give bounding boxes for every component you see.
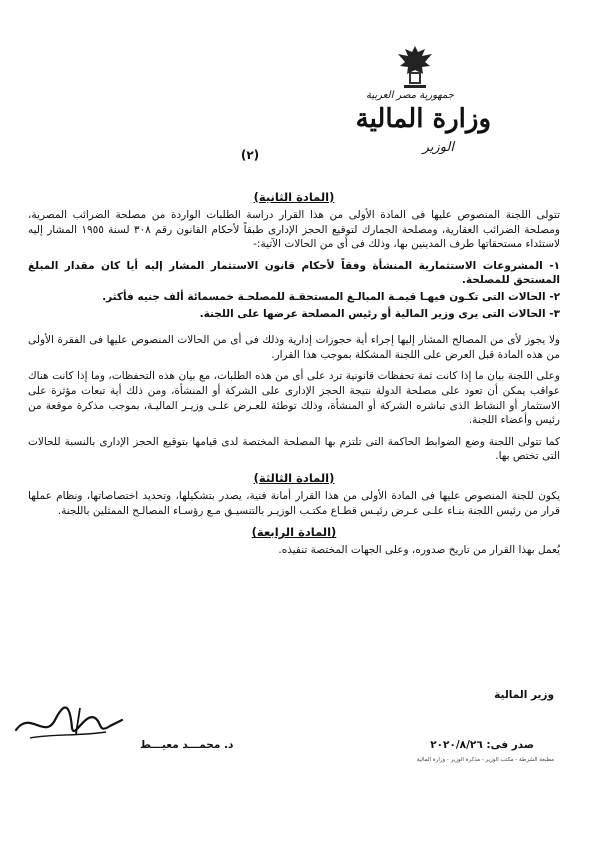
article-2-heading: (المادة الثانية) [253,190,335,204]
minister-label: الوزير [422,140,454,155]
ministry-name: وزارة المالية [355,104,491,134]
article-2-paragraph-2: وعلى اللجنة بيان ما إذا كانت ثمة تحفظات قانونية ترد على أى من هذه الطلبات، مع بيان هذه التحفظات، وما إذا كانت هناك عواقب يمكن أن تعود على مصلحة الدولة نتيجة الحجز الإدارى على الشركة أو المنشأة، ومن ذلك أية تبعات مؤثرة على الاستثمار أو النشاط الذى تباشره الشركة أو المنشأة، وذلك توطئة للعـرض علـى وزيـر الماليـة، بموجب مذكرة موقعة من رئيس وأعضاء اللجنة. [28,370,560,427]
article-2-item-1: ١- المشروعات الاستثمارية المنشأة وفقاً لأحكام قانون الاستثمار المشار إليه أيا كان مقدار المبلغ المستحق للمصلحة. [28,259,560,287]
article-2-paragraph-1: ولا يجوز لأى من المصالح المشار إليها إجراء أية حجوزات إدارية وذلك فى أى من الحالات المنصوص عليها فى الفقرة الأولى من هذه المادة قبل العرض على اللجنة المشكلة بموجب هذا القرار. [28,334,560,361]
printer-imprint: مطبعة الشرطة - مكتب الوزير - مذكرة الوزير - وزارة المالية [416,757,554,763]
page-number: (٢) [240,148,260,162]
article-4-heading: (المادة الرابعة) [251,525,337,540]
signatory-title: وزير المالية [494,689,554,701]
egypt-eagle-emblem-icon [392,42,438,90]
article-2-paragraph-3: كما تتولى اللجنة وضع الضوابط الحاكمة التى تلتزم بها المصلحة المختصة لدى قيامها بتوقيع الحجز الإدارى بالنسبة للحالات التى تختص بها. [28,435,560,463]
decree-body [28,190,560,565]
article-2-item-2: ٢- الحالات التى تكـون فيهـا قيمـة المبالـغ المستحقـة للمصلحـة خمسمائة ألف جنيه فأكثر. [102,290,560,303]
article-2-intro: تتولى اللجنة المنصوص عليها فى المادة الأولى من هذا القرار دراسة الطلبات الواردة من مصلحة الضرائب المصرية، ومصلحة الضرائب العقارية، ومصلحة الجمارك لتوقيع الحجز الإدارى طبقاً لأحكام القانون رقم ٣٠٨ لسنة ١٩٥٥ المشار إليه لاستئداء مستحقاتها طرف المدينين بها، وذلك فى أى من الحالات الآتية:- [28,209,560,251]
article-4-text: يُعمل بهذا القرار من تاريخ صدوره، وعلى الجهات المختصة تنفيذه. [278,544,560,557]
republic-name: جمهورية مصر العربية [366,90,454,101]
handwritten-signature [10,700,130,746]
article-3-heading: (المادة الثالثة) [253,470,335,485]
article-2-item-3: ٣- الحالات التى يرى وزير المالية أو رئيس المصلحة عرضها على اللجنة. [199,307,560,320]
article-3-text: يكون للجنة المنصوص عليها فى المادة الأولى من هذا القرار أمانة فنية، يصدر بتشكيلها، وتحديد اختصاصاتها، ونظام عملها قرار من رئيس اللجنة بنـاء علـى عـرض رئيـس قطـاع مكتـب الوزيـر بالتنسيـق مـع رؤسـاء المصالـح الممثلين باللجنة. [28,489,560,517]
signatory-name: د. محمـــد معيـــط [140,739,234,751]
issue-date: صدر فى: ٢٠٢٠/٨/٢٦ [430,739,534,751]
